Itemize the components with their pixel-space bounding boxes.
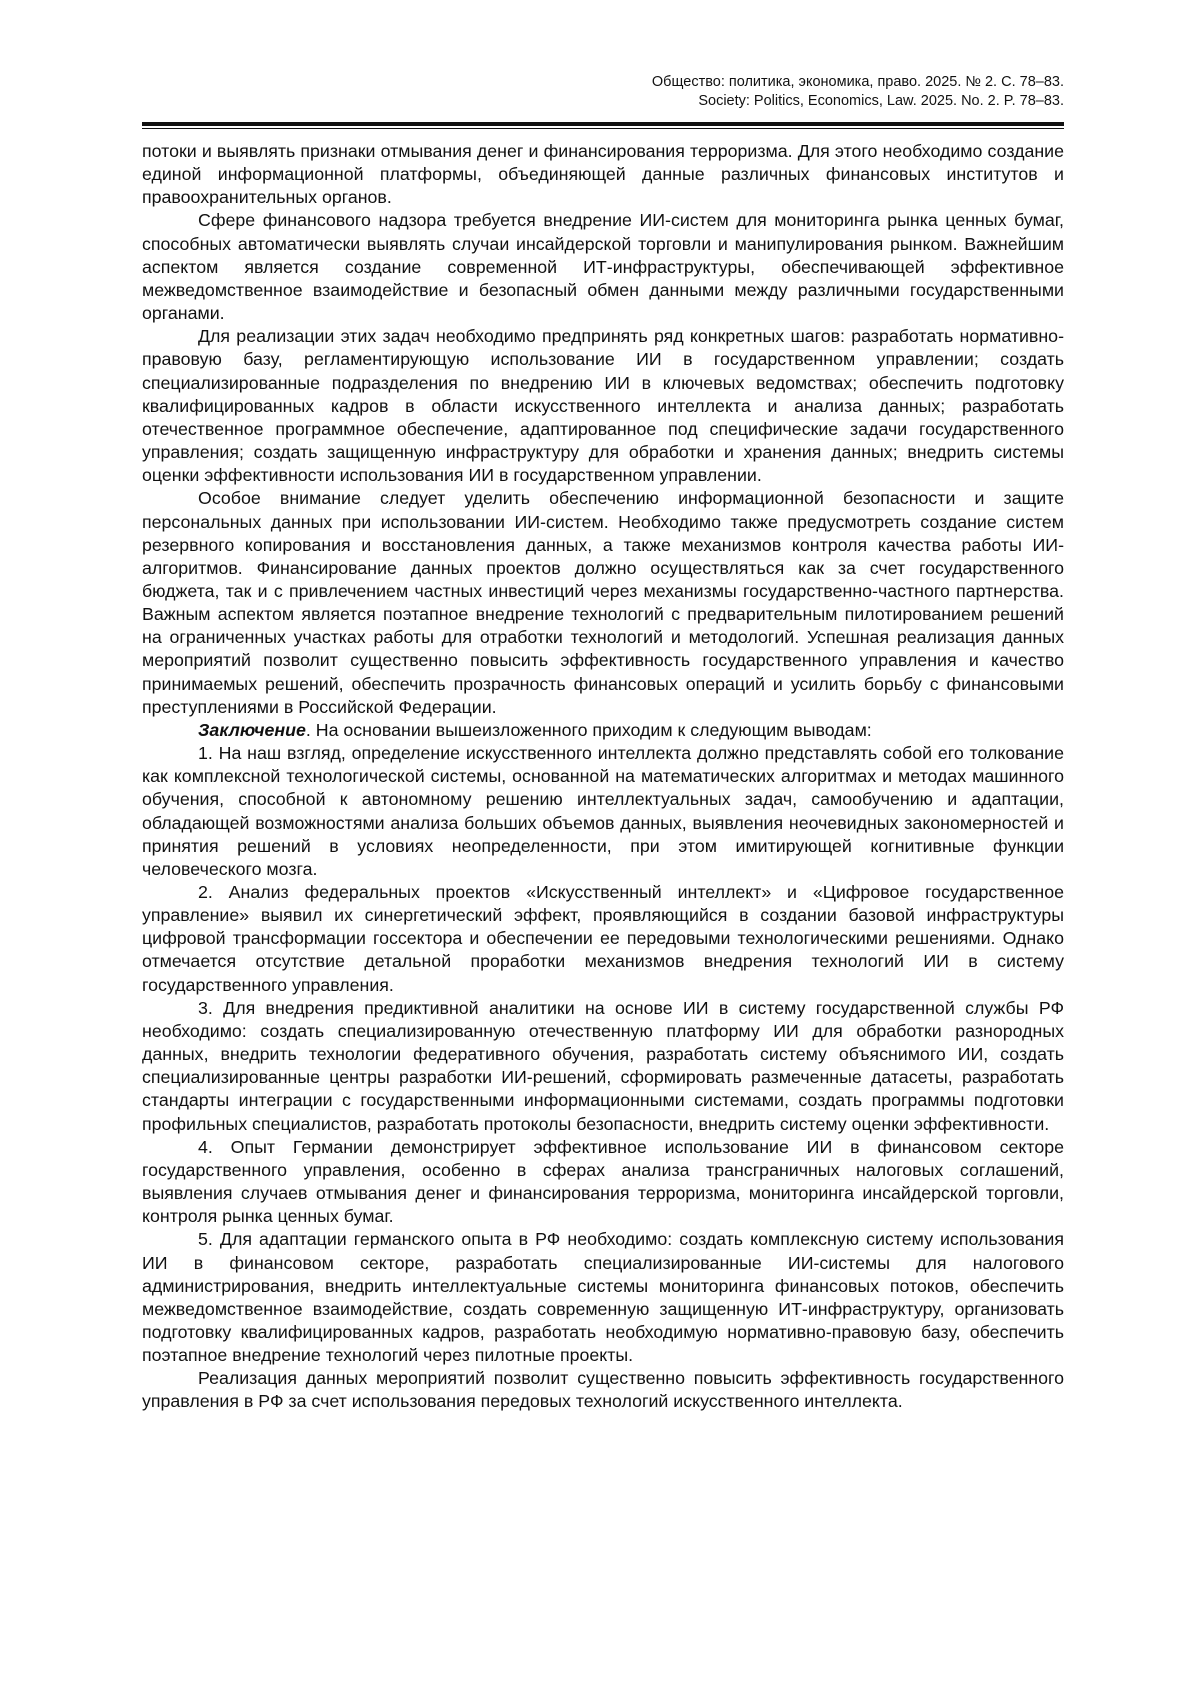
paragraph-final: Реализация данных мероприятий позволит существенно повысить эффективность государственного управления в РФ за счет использования передовых технологий искусственного интеллекта. <box>142 1368 1064 1412</box>
conclusion-item-1: 1. На наш взгляд, определение искусственного интеллекта должно представлять собой его толкование как комплексной технологической системы, основанной на математических алгоритмах и методах машинного обучения, способной к автономному решению интеллектуальных задач, самообучению и адаптации, обладающей возможностями анализа больших объемов данных, выявления неочевидных закономерностей и принятия решений в условиях неопределенности, при этом имитирующей когнитивные функции человеческого мозга. <box>142 743 1064 879</box>
conclusion-intro-text: . На основании вышеизложенного приходим к следующим выводам: <box>305 719 872 740</box>
article-body <box>142 140 1064 1414</box>
running-header-ru: Общество: политика, экономика, право. 2025. № 2. С. 78–83. <box>651 74 1064 90</box>
header-rule-thin <box>142 128 1064 129</box>
paragraph-conclusion-intro <box>142 719 1064 742</box>
conclusion-item-5: 5. Для адаптации германского опыта в РФ необходимо: создать комплексную систему использования ИИ в финансовом секторе, разработать специализированные ИИ-системы для налогового администрирования, внедрить интеллектуальные системы мониторинга финансовых потоков, обеспечить межведомственное взаимодействие, создать современную защищенную ИТ-инфраструктуру, организовать подготовку квалифицированных кадров, разработать необходимую нормативно-правовую базу, обеспечить поэтапное внедрение технологий через пилотные проекты. <box>142 1229 1064 1366</box>
paragraph-information-security: Особое внимание следует уделить обеспечению информационной безопасности и защите персональных данных при использовании ИИ-систем. Необходимо также предусмотреть создание систем резервного копирования и восстановления данных, а также механизмов контроля качества работы ИИ-алгоритмов. Финансирование данных проектов должно осуществляться как за счет государственного бюджета, так и с привлечением частных инвестиций через механизмы государственно-частного партнерства. Важным аспектом является поэтапное внедрение технологий с предварительным пилотированием решений на ограниченных участках работы для отработки технологий и методологий. Успешная реализация данных мероприятий позволит существенно повысить эффективность государственного управления и качество принимаемых решений, обеспечить прозрачность финансовых операций и усилить борьбу с финансовыми преступлениями в Российской Федерации. <box>142 488 1064 717</box>
running-header-en: Society: Politics, Economics, Law. 2025. No. 2. P. 78–83. <box>698 93 1064 109</box>
conclusion-heading: Заключение <box>198 719 306 740</box>
conclusion-item-4: 4. Опыт Германии демонстрирует эффективное использование ИИ в финансовом секторе государственного управления, особенно в сферах анализа трансграничных налоговых соглашений, выявления случаев отмывания денег и финансирования терроризма, мониторинга инсайдерской торговли, контроля рынка ценных бумаг. <box>142 1136 1064 1227</box>
paragraph-continuation: потоки и выявлять признаки отмывания денег и финансирования терроризма. Для этого необходимо создание единой информационной платформы, объединяющей данные различных финансовых институтов и правоохранительных органов. <box>142 141 1064 208</box>
running-header <box>652 73 1064 111</box>
header-rule <box>142 122 1064 129</box>
paragraph-implementation-steps: Для реализации этих задач необходимо предпринять ряд конкретных шагов: разработать нормативно-правовую базу, регламентирующую использование ИИ в государственном управлении; создать специализированные подразделения по внедрению ИИ в ключевых ведомствах; обеспечить подготовку квалифицированных кадров в области искусственного интеллекта и анализа данных; разработать отечественное программное обеспечение, адаптированное под специфические задачи государственного управления; создать защищенную инфраструктуру для обработки и хранения данных; внедрить системы оценки эффективности использования ИИ в государственном управлении. <box>142 326 1064 486</box>
paragraph-financial-supervision: Сфере финансового надзора требуется внедрение ИИ-систем для мониторинга рынка ценных бумаг, способных автоматически выявлять случаи инсайдерской торговли и манипулирования рынком. Важнейшим аспектом является создание современной ИТ-инфраструктуры, обеспечивающей эффективное межведомственное взаимодействие и безопасный обмен данными между различными государственными органами. <box>142 210 1064 324</box>
conclusion-item-3: 3. Для внедрения предиктивной аналитики на основе ИИ в систему государственной службы РФ необходимо: создать специализированную отечественную платформу ИИ для обработки разнородных данных, внедрить технологии федеративного обучения, разработать систему объяснимого ИИ, создать специализированные центры разработки ИИ-решений, сформировать размеченные датасеты, разработать стандарты интеграции с государственными информационными системами, создать программы подготовки профильных специалистов, разработать протоколы безопасности, внедрить систему оценки эффективности. <box>142 997 1064 1134</box>
conclusion-item-2: 2. Анализ федеральных проектов «Искусственный интеллект» и «Цифровое государственное управление» выявил их синергетический эффект, проявляющийся в создании базовой инфраструктуры цифровой трансформации госсектора и обеспечении ее передовыми технологическими решениями. Однако отмечается отсутствие детальной проработки механизмов внедрения технологий ИИ в систему государственного управления. <box>142 882 1064 995</box>
